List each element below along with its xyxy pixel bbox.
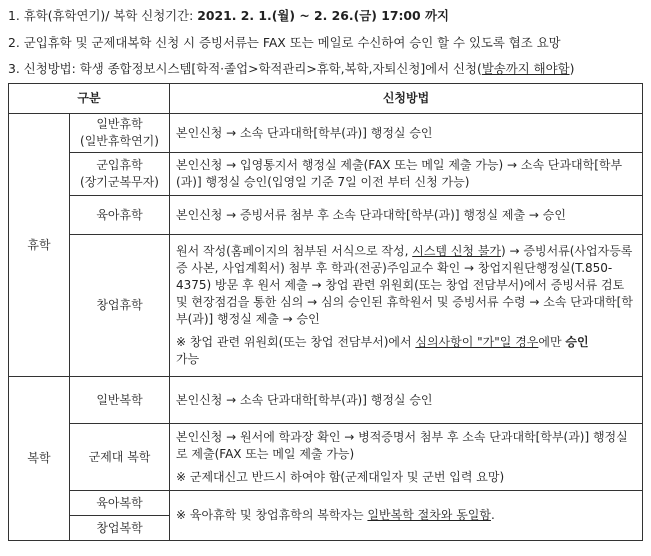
startup-note-underline: 심의사항이 "가"일 경우 bbox=[415, 335, 539, 349]
table-row bbox=[9, 377, 643, 424]
subcategory-startup-leave: 창업휴학 bbox=[70, 235, 170, 377]
shared-note-a: ※ 육아휴학 및 창업휴학의 복학자는 bbox=[176, 508, 368, 522]
subcategory-general-return: 일반복학 bbox=[70, 377, 170, 424]
method-suffix: ) bbox=[569, 61, 575, 76]
method-military-leave: 본인신청 → 입영통지서 행정실 제출(FAX 또는 메일 제출 가능) → 소속 단과대학[학부(과)] 행정실 승인(입영일 기준 7일 이전 부터 신청 가능) bbox=[170, 153, 643, 196]
startup-steps-b: ) → 증빙서류(사업자등록증 사본, 사업계획서) 첨부 후 학과(전공)주임교수 확인 → 창업지원단행정실(T.850-4375) 방문 후 원서 제출 → 창업 관련 위원회(또는 창업 전담부서)에서 증빙서류 검토 및 현장점검을 통한 심의 → 심의 승인된 휴학원서 및 증빙서류 수령 → 소속 단과대학[학부(과)] 행정실 제출 → 승인 bbox=[176, 244, 633, 326]
startup-steps-underline: 시스템 신청 불가 bbox=[412, 244, 502, 258]
category-leave: 휴학 bbox=[9, 114, 70, 377]
shared-note-underline: 일반복학 절차와 동일함 bbox=[367, 508, 491, 522]
shared-note-b: . bbox=[490, 508, 495, 522]
method-general-return: 본인신청 → 소속 단과대학[학부(과)] 행정실 승인 bbox=[170, 377, 643, 424]
period-line bbox=[8, 6, 449, 24]
military-leave-sublabel: (장기군복무자) bbox=[80, 175, 159, 189]
table-row bbox=[9, 491, 643, 516]
method-childcare-leave: 본인신청 → 증빙서류 첨부 후 소속 단과대학[학부(과)] 행정실 제출 → 승인 bbox=[170, 196, 643, 235]
subcategory-startup-return: 창업복학 bbox=[70, 516, 170, 541]
method-general-leave: 본인신청 → 소속 단과대학[학부(과)] 행정실 승인 bbox=[170, 114, 643, 153]
subcategory-childcare-leave: 육아휴학 bbox=[70, 196, 170, 235]
military-leave-label: 군입휴학 bbox=[96, 158, 143, 172]
military-note-line: 2. 군입휴학 및 군제대복학 신청 시 증빙서류는 FAX 또는 메일로 수신하여 승인 할 수 있도록 협조 요망 bbox=[8, 35, 561, 50]
startup-leave-steps bbox=[176, 243, 636, 328]
period-label: 1. 휴학(휴학연기)/ 복학 신청기간: bbox=[8, 8, 198, 23]
discharge-note: ※ 군제대신고 반드시 하여야 함(군제대일자 및 군번 입력 요망) bbox=[176, 469, 505, 484]
table-row bbox=[9, 196, 643, 235]
procedure-table bbox=[8, 83, 643, 541]
general-leave-label: 일반휴학 bbox=[96, 117, 143, 131]
startup-note-a: ※ 창업 관련 위원회(또는 창업 전담부서)에서 bbox=[176, 335, 416, 349]
method-childcare-startup-return bbox=[170, 491, 643, 541]
startup-note-bold: 승인 bbox=[565, 335, 589, 349]
discharge-steps: 본인신청 → 원서에 학과장 확인 → 병적증명서 첨부 후 소속 단과대학[학부(과)] 행정실로 제출(FAX 또는 메일 제출 가능) bbox=[176, 429, 628, 461]
method-emphasis: 발송까지 해야함 bbox=[481, 61, 570, 76]
header-method: 신청방법 bbox=[170, 84, 643, 114]
startup-note-c: 가능 bbox=[176, 352, 200, 366]
header-category: 구분 bbox=[9, 84, 170, 114]
startup-leave-note bbox=[176, 334, 636, 368]
subcategory-discharge-return: 군제대 복학 bbox=[70, 424, 170, 491]
method-startup-leave bbox=[170, 235, 643, 377]
category-return: 복학 bbox=[9, 377, 70, 541]
period-dates: 2021. 2. 1.(월) ~ 2. 26.(금) 17:00 까지 bbox=[197, 8, 449, 23]
table-row bbox=[9, 424, 643, 491]
method-line bbox=[8, 59, 574, 77]
startup-steps-a: 원서 작성(홈페이지의 첨부된 서식으로 작성, bbox=[176, 244, 413, 258]
table-row bbox=[9, 114, 643, 153]
subcategory-childcare-return: 육아복학 bbox=[70, 491, 170, 516]
method-discharge-return bbox=[170, 424, 643, 491]
table-header-row bbox=[9, 84, 643, 114]
subcategory-military-leave bbox=[70, 153, 170, 196]
startup-note-b: 에만 bbox=[538, 335, 566, 349]
table-row bbox=[9, 235, 643, 377]
method-prefix: 3. 신청방법: 학생 종합정보시스템[학적·졸업>학적관리>휴학,복학,자퇴신청]에서 신청( bbox=[8, 61, 482, 76]
subcategory-general-leave bbox=[70, 114, 170, 153]
general-leave-sublabel: (일반휴학연기) bbox=[80, 134, 159, 148]
table-row bbox=[9, 153, 643, 196]
